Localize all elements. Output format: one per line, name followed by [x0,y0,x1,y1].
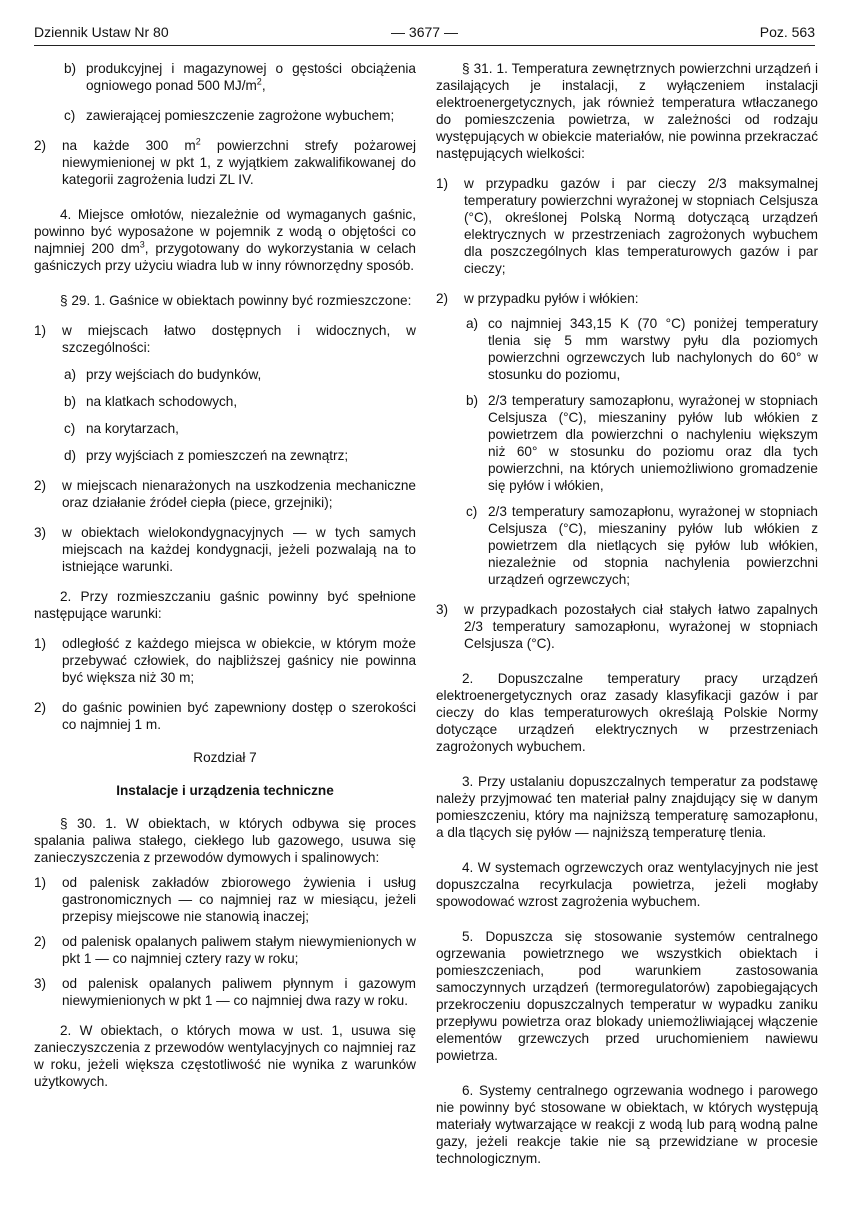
list-item: b) na klatkach schodowych, [64,394,238,409]
chapter-title: Instalacje i urządzenia techniczne [116,783,334,798]
page-number: — 3677 — [391,24,458,40]
list-item: 1) odległość z każdego miejsca w obiekcie, w którym może przebywać człowiek, do najbliższej gaśnicy nie powinna być większa niż 30 m; [34,636,416,685]
list-item: a) przy wejściach do budynków, [64,367,262,382]
position-number: Poz. 563 [759,24,815,40]
list-item: b) 2/3 temperatury samozapłonu, wyrażonej w stopniach Celsjusza (°C), mieszaniny pyłów lub włókien z powietrzem dla powierzchni o nachyleniu większym niż 60° w stosunku do poziomu oraz dla tych powierzchni, na których uniemożliwiono gromadzenie się pyłów i włókien, [466,393,818,493]
left-column [34,60,416,1103]
list-item: 2) w przypadku pyłów i włókien: [436,291,639,306]
list-item: a) co najmniej 343,15 K (70 °C) poniżej temperatury tlenia się 5 mm warstwy pyłu dla poziomych powierzchni ogrzewczych lub nachylonych do 60° w stosunku do poziomu, [466,316,818,382]
list-item: c) 2/3 temperatury samozapłonu, wyrażonej w stopniach Celsjusza (°C), mieszaniny pyłów lub włókien z powietrzem dla nietlących się pyłów lub włókien, niezależnie od stopnia nachylenia powierzchni urządzeń ogrzewczych; [466,504,818,587]
journal-title: Dziennik Ustaw Nr 80 [34,24,169,40]
list-item: 3) od palenisk opalanych paliwem płynnym i gazowym niewymienionych w pkt 1 — co najmniej dwa razy w roku. [34,976,416,1008]
list-item: 1) od palenisk zakładów zbiorowego żywienia i usług gastronomicznych — co najmniej raz w miesiącu, jeżeli przepisy miejscowe nie stanowią inaczej; [34,875,416,924]
paragraph: 3. Przy ustalaniu dopuszczalnych temperatur za podstawę należy przyjmować ten materiał palny znajdujący się w danym pomieszczeniu, który ma najniższą temperaturę samozapłonu, a dla tlących się pyłów — najniższą temperaturę tlenia. [436,774,818,840]
chapter-number: Rozdział 7 [193,750,257,765]
list-item: 3) w obiektach wielokondygnacyjnych — w tych samych miejscach na każdej kondygnacji, jeżeli pozwalają na to istniejące warunki. [34,525,416,574]
paragraph: 5. Dopuszcza się stosowanie systemów centralnego ogrzewania powietrznego we wszystkich obiektach i pomieszczeniach, pod warunkiem zastosowania samoczynnych urządzeń (termoregulatorów) zapobiegających przekroczeniu dopuszczalnych temperatur w wypadku zaniku przepływu powietrza oraz blokady uniemożliwiającej włączenie elementów grzewczych przed uruchomieniem nawiewu powietrza. [436,929,818,1063]
list-item: 2) od palenisk opalanych paliwem stałym niewymienionych w pkt 1 — co najmniej cztery razy w roku; [34,934,416,966]
list-item: d) przy wyjściach z pomieszczeń na zewnątrz; [64,448,349,463]
list-item: 1) w miejscach łatwo dostępnych i widocznych, w szczególności: [34,323,416,355]
list-item: 2) na każde 300 $m^2$ powierzchni strefy pożarowej niewymienionej w pkt 1, z wyjątkiem zakwalifikowanej do kategorii zagrożenia ludzi ZL IV. [34,136,416,187]
list-item: 3) w przypadkach pozostałych ciał stałych łatwo zapalnych 2/3 temperatury samozapłonu, wyrażonej w stopniach Celsjusza (°C). [436,602,818,651]
paragraph: 2. Przy rozmieszczaniu gaśnic powinny być spełnione następujące warunki: [34,589,416,621]
header-rule [34,45,815,46]
paragraph: 4. W systemach ogrzewczych oraz wentylacyjnych nie jest dopuszczalna recyrkulacja powietrza, jeżeli mogłaby spowodować wzrost zagrożenia wybuchem. [436,860,818,909]
list-item: b) produkcyjnej i magazynowej o gęstości obciążenia ogniowego ponad 500 $MJ/m^2$, [64,61,416,93]
list-item: 1) w przypadku gazów i par cieczy 2/3 maksymalnej temperatury powierzchni wyrażonej w stopniach Celsjusza (°C), określonej Polską Normą dotyczącą urządzeń elektrycznych w przestrzeniach zagrożonych wybuchem dla poszczególnych klas temperaturowych gazów i par cieczy; [436,176,818,276]
paragraph: 2. Dopuszczalne temperatury pracy urządzeń elektroenergetycznych oraz zasady klasyfikacji gazów i par cieczy do klas temperaturowych określają Polskie Normy dotyczące urządzeń elektrycznych w przestrzeniach zagrożonych wybuchem. [436,671,818,754]
paragraph: § 30. 1. W obiektach, w których odbywa się proces spalania paliwa stałego, ciekłego lub gazowego, usuwa się zanieczyszczenia z przewodów dymowych i spalinowych: [34,816,416,865]
list-item: c) na korytarzach, [64,421,179,436]
page-header [34,22,815,42]
paragraph: 6. Systemy centralnego ogrzewania wodnego i parowego nie powinny być stosowane w obiektach, w których występują materiały wytwarzające w reakcji z wodą lub parą wodną palne gazy, jeżeli reakcje takie nie są przewidziane w procesie technologicznym. [436,1083,818,1166]
paragraph: § 29. 1. Gaśnice w obiektach powinny być rozmieszczone: [60,293,412,308]
paragraph: § 31. 1. Temperatura zewnętrznych powierzchni urządzeń i zasilających je instalacji, z wyłączeniem instalacji elektroenergetycznych, jak również temperatura wtłaczanego do pomieszczenia powietrza, w zależności od rodzaju występujących w obiekcie materiałów, nie powinna przekraczać następujących wielkości: [436,61,818,161]
right-column [436,60,818,1180]
paragraph: 2. W obiektach, o których mowa w ust. 1, usuwa się zanieczyszczenia z przewodów wentylacyjnych co najmniej raz w roku, jeżeli większa częstotliwość nie wynika z warunków użytkowych. [34,1023,416,1089]
paragraph: 4. Miejsce omłotów, niezależnie od wymaganych gaśnic, powinno być wyposażone w pojemnik z wodą o objętości co najmniej 200 $dm^3$, przygotowany do wykorzystania w celach gaśniczych przy użyciu wiadra lub w inny równorzędny sposób. [34,207,416,273]
list-item: 2) do gaśnic powinien być zapewniony dostęp o szerokości co najmniej 1 m. [34,700,416,732]
list-item: 2) w miejscach nienarażonych na uszkodzenia mechaniczne oraz działanie źródeł ciepła (piece, grzejniki); [34,478,416,510]
list-item: c) zawierającej pomieszczenie zagrożone wybuchem; [64,108,395,123]
